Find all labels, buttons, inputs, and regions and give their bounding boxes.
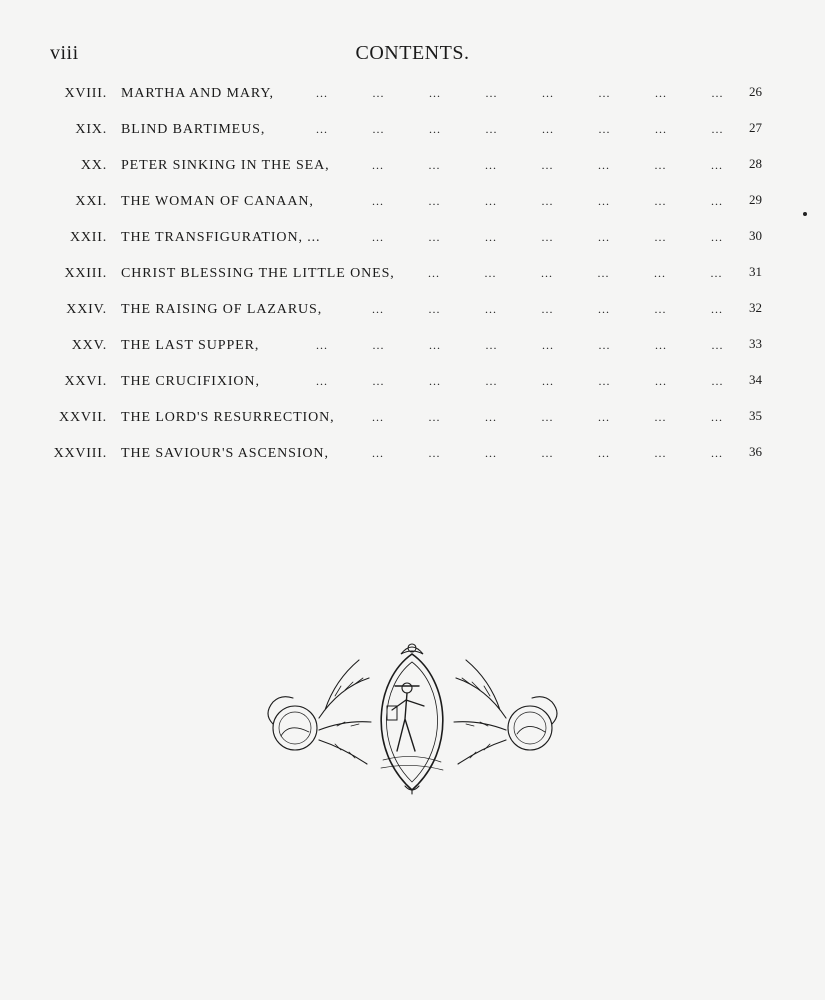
leader-dots: ... (654, 266, 666, 280)
toc-entry-leaders (0, 410, 825, 424)
toc-entry-page: 27 (749, 120, 762, 135)
leader-dots: ... (598, 194, 610, 208)
toc-entry-title: THE LAST SUPPER, (121, 338, 260, 353)
leader-dots: ... (316, 374, 328, 388)
leader-dots: ... (655, 86, 667, 100)
page-number: viii (50, 42, 79, 64)
toc-entry-numeral: XVIII. (64, 86, 107, 101)
leader-dots: ... (485, 122, 498, 136)
leader-dots: ... (485, 194, 497, 208)
leader-dots: ... (428, 302, 441, 316)
leader-dots: ... (711, 86, 724, 100)
toc-entry-page: 33 (749, 336, 762, 351)
toc-entry-page: 26 (749, 84, 762, 99)
toc-entry[interactable] (0, 220, 825, 256)
leader-dots: ... (485, 410, 497, 424)
leader-dots: ... (541, 194, 554, 208)
toc-entry-leaders (0, 158, 825, 172)
toc-entry-numeral: XIX. (75, 122, 107, 137)
leader-dots: ... (711, 122, 724, 136)
leader-dots: ... (485, 302, 497, 316)
leader-dots: ... (654, 446, 667, 460)
leader-dots: ... (372, 302, 384, 316)
toc-entry[interactable] (0, 112, 825, 148)
leader-dots: ... (485, 374, 498, 388)
toc-entry-leaders (0, 194, 825, 208)
toc-entry-leaders (0, 374, 825, 388)
page-heading: CONTENTS. (355, 42, 470, 64)
toc-entry-leaders (0, 338, 825, 352)
leader-dots: ... (598, 446, 610, 460)
toc-entry[interactable] (0, 76, 825, 112)
toc-entry[interactable] (0, 400, 825, 436)
toc-entry[interactable] (0, 148, 825, 184)
leader-dots: ... (484, 266, 497, 280)
toc-entry-numeral: XXVIII. (53, 446, 107, 461)
leader-dots: ... (654, 158, 667, 172)
toc-entry[interactable] (0, 292, 825, 328)
leader-dots: ... (428, 446, 441, 460)
leader-dots: ... (428, 230, 441, 244)
toc-entry-leaders (0, 446, 825, 460)
toc-entry-title: MARTHA AND MARY, (121, 86, 274, 101)
leader-dots: ... (598, 158, 610, 172)
leader-dots: ... (598, 302, 610, 316)
leader-dots: ... (711, 446, 723, 460)
leader-dots: ... (542, 86, 554, 100)
leader-dots: ... (428, 194, 441, 208)
leader-dots: ... (372, 86, 385, 100)
leader-dots: ... (598, 410, 610, 424)
leader-dots: ... (598, 338, 611, 352)
leader-dots: ... (485, 338, 498, 352)
leader-dots: ... (485, 230, 497, 244)
leader-dots: ... (655, 338, 667, 352)
leader-dots: ... (597, 266, 610, 280)
toc-entry-leaders (0, 230, 825, 244)
leader-dots: ... (316, 338, 328, 352)
toc-entry-page: 30 (749, 228, 762, 243)
toc-entry-leaders (0, 266, 825, 280)
toc-entry-numeral: XXIII. (64, 266, 107, 281)
toc-entry-page: 29 (749, 192, 762, 207)
leader-dots: ... (711, 158, 723, 172)
leader-dots: ... (654, 302, 667, 316)
leader-dots: ... (711, 302, 723, 316)
leader-dots: ... (655, 122, 667, 136)
leader-dots: ... (428, 158, 441, 172)
leader-dots: ... (372, 374, 385, 388)
toc-entry-title: THE TRANSFIGURATION, ... (121, 230, 321, 245)
leader-dots: ... (428, 266, 440, 280)
leader-dots: ... (372, 446, 384, 460)
toc-entry-title: THE WOMAN OF CANAAN, (121, 194, 314, 209)
toc-entry-page: 36 (749, 444, 762, 459)
toc-entry-leaders (0, 122, 825, 136)
leader-dots: ... (654, 410, 667, 424)
toc-entry-title: THE RAISING OF LAZARUS, (121, 302, 323, 317)
toc-entry-numeral: XX. (80, 158, 107, 173)
leader-dots: ... (711, 230, 723, 244)
leader-dots: ... (429, 122, 441, 136)
toc-entry-numeral: XXVII. (59, 410, 107, 425)
leader-dots: ... (372, 194, 384, 208)
toc-entry[interactable] (0, 436, 825, 472)
toc-entry-numeral: XXIV. (66, 302, 107, 317)
leader-dots: ... (598, 86, 611, 100)
toc-entry-numeral: XXII. (69, 230, 107, 245)
toc-entry-title: THE LORD'S RESURRECTION, (121, 410, 335, 425)
toc-entry-page: 31 (749, 264, 762, 279)
leader-dots: ... (541, 158, 554, 172)
leader-dots: ... (711, 410, 723, 424)
table-of-contents (0, 76, 825, 472)
leader-dots: ... (598, 374, 611, 388)
toc-entry[interactable] (0, 256, 825, 292)
leader-dots: ... (654, 194, 667, 208)
leader-dots: ... (316, 122, 328, 136)
leader-dots: ... (655, 374, 667, 388)
toc-entry-numeral: XXI. (75, 194, 107, 209)
leader-dots: ... (711, 338, 724, 352)
leader-dots: ... (541, 230, 554, 244)
leader-dots: ... (711, 374, 724, 388)
leader-dots: ... (372, 338, 385, 352)
leader-dots: ... (485, 86, 498, 100)
leader-dots: ... (541, 446, 554, 460)
toc-entry[interactable] (0, 328, 825, 364)
toc-entry[interactable] (0, 184, 825, 220)
leader-dots: ... (654, 230, 667, 244)
leader-dots: ... (541, 302, 554, 316)
toc-entry-title: THE CRUCIFIXION, (121, 374, 260, 389)
leader-dots: ... (429, 338, 441, 352)
leader-dots: ... (429, 374, 441, 388)
leader-dots: ... (542, 374, 554, 388)
leader-dots: ... (542, 338, 554, 352)
toc-entry-title: PETER SINKING IN THE SEA, (121, 158, 330, 173)
leader-dots: ... (316, 86, 328, 100)
toc-entry-page: 35 (749, 408, 762, 423)
leader-dots: ... (485, 158, 497, 172)
toc-entry-page: 28 (749, 156, 762, 171)
toc-entry-page: 32 (749, 300, 762, 315)
toc-entry-title: CHRIST BLESSING THE LITTLE ONES, (121, 266, 395, 281)
leader-dots: ... (598, 230, 610, 244)
leader-dots: ... (541, 266, 553, 280)
toc-entry[interactable] (0, 364, 825, 400)
leader-dots: ... (372, 122, 385, 136)
leader-dots: ... (485, 446, 497, 460)
leader-dots: ... (372, 230, 384, 244)
leader-dots: ... (542, 122, 554, 136)
leader-dots: ... (428, 410, 441, 424)
leader-dots: ... (429, 86, 441, 100)
leader-dots: ... (598, 122, 611, 136)
toc-entry-title: THE SAVIOUR'S ASCENSION, (121, 446, 329, 461)
leader-dots: ... (372, 158, 384, 172)
leader-dots: ... (710, 266, 723, 280)
toc-entry-page: 34 (749, 372, 762, 387)
toc-entry-leaders (0, 86, 825, 100)
leader-dots: ... (541, 410, 554, 424)
toc-entry-title: BLIND BARTIMEUS, (121, 122, 266, 137)
leader-dots: ... (711, 194, 723, 208)
ink-speck (803, 212, 807, 216)
toc-entry-leaders (0, 302, 825, 316)
toc-entry-numeral: XXVI. (64, 374, 107, 389)
toc-entry-numeral: XXV. (71, 338, 107, 353)
engraved-vignette-sower-icon (255, 640, 570, 795)
leader-dots: ... (372, 410, 384, 424)
